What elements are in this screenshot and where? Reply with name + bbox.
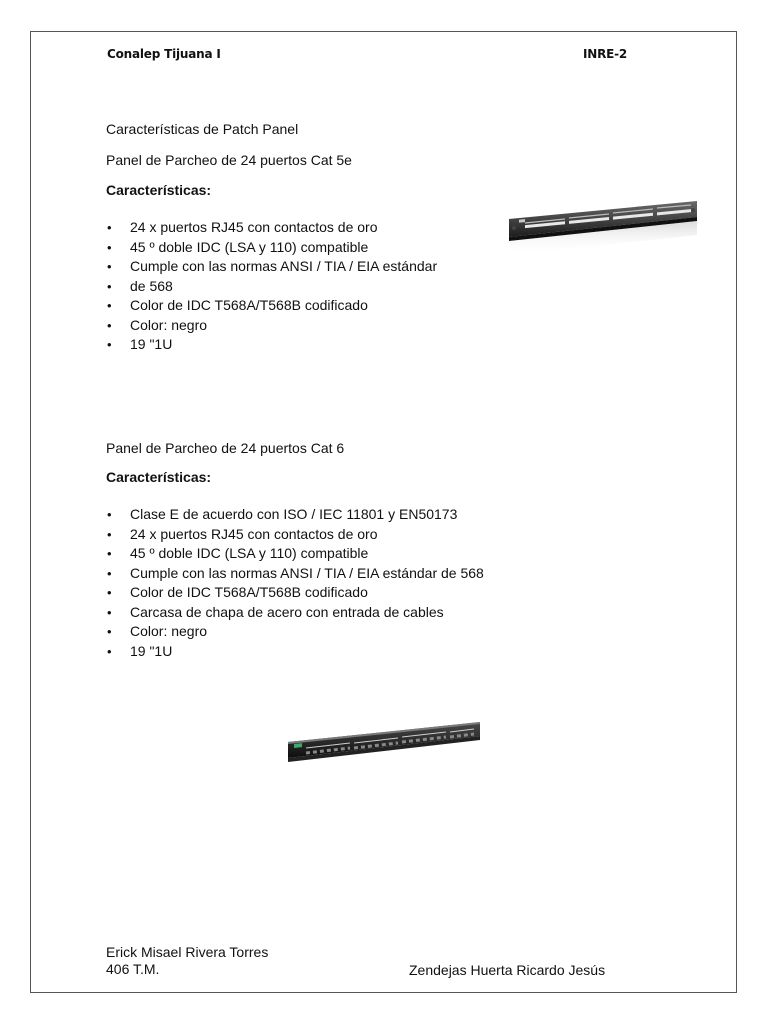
list-item: • Color: negro <box>106 622 484 642</box>
section1-title: Panel de Parcheo de 24 puertos Cat 5e <box>106 152 352 168</box>
section2-subtitle: Características: <box>106 469 212 485</box>
list-item: • de 568 <box>106 277 437 297</box>
list-item: • 45 º doble IDC (LSA y 110) compatible <box>106 238 437 258</box>
footer-group: 406 T.M. <box>106 961 160 977</box>
list-item: • 45 º doble IDC (LSA y 110) compatible <box>106 544 484 564</box>
list-item: • 19 "1U <box>106 335 437 355</box>
patch-panel-cat5e-image <box>505 195 701 257</box>
list-item: • 24 x puertos RJ45 con contactos de oro <box>106 218 437 238</box>
section1-subtitle: Características: <box>106 182 212 198</box>
section2-list <box>106 505 484 661</box>
header-code: INRE-2 <box>583 47 628 61</box>
patch-panel-cat6-image <box>284 716 484 772</box>
list-item: • Cumple con las normas ANSI / TIA / EIA estándar <box>106 257 437 277</box>
list-item: • Carcasa de chapa de acero con entrada de cables <box>106 603 484 623</box>
list-item: • Clase E de acuerdo con ISO / IEC 11801 y EN50173 <box>106 505 484 525</box>
list-item: • Color de IDC T568A/T568B codificado <box>106 296 437 316</box>
section1-list <box>106 218 437 355</box>
document-title: Características de Patch Panel <box>106 121 299 137</box>
list-item: • 24 x puertos RJ45 con contactos de oro <box>106 525 484 545</box>
list-item: • Color de IDC T568A/T568B codificado <box>106 583 484 603</box>
footer-author1: Erick Misael Rivera Torres <box>106 944 269 960</box>
list-item: • Color: negro <box>106 316 437 336</box>
footer-author2: Zendejas Huerta Ricardo Jesús <box>409 962 606 978</box>
section2-title: Panel de Parcheo de 24 puertos Cat 6 <box>106 440 345 456</box>
list-item: • 19 "1U <box>106 642 484 662</box>
header-school: Conalep Tijuana I <box>107 47 221 61</box>
list-item: • Cumple con las normas ANSI / TIA / EIA estándar de 568 <box>106 564 484 584</box>
